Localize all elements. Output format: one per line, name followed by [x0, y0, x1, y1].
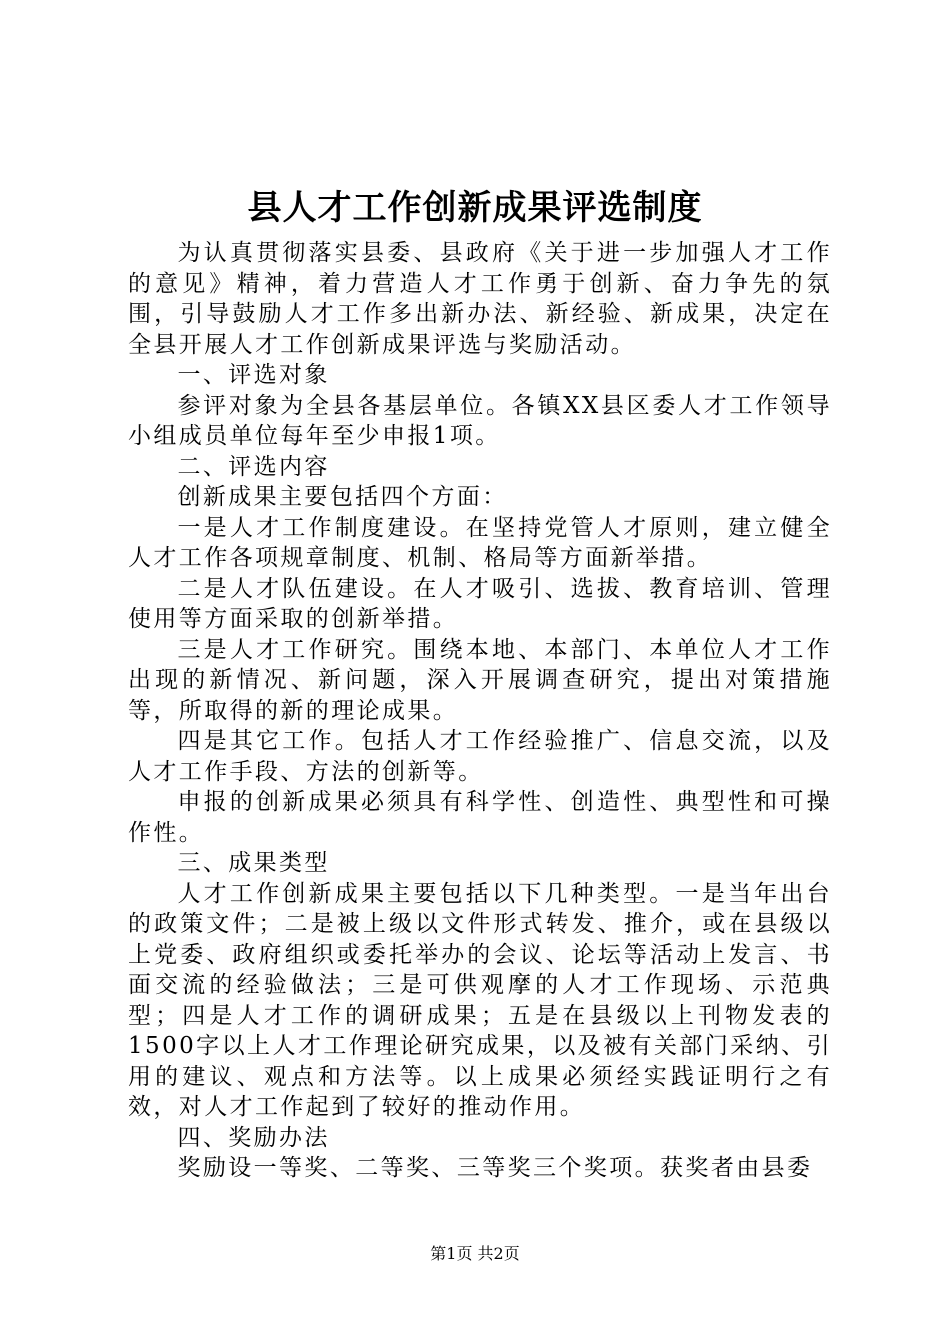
- body-paragraph: 一是人才工作制度建设。在坚持党管人才原则，建立健全人才工作各项规章制度、机制、格局等方面新举措。: [128, 514, 832, 571]
- body-paragraph: 四是其它工作。包括人才工作经验推广、信息交流，以及人才工作手段、方法的创新等。: [128, 728, 832, 785]
- body-paragraph: 三是人才工作研究。围绕本地、本部门、本单位人才工作出现的新情况、新问题，深入开展调查研究，提出对策措施等，所取得的新的理论成果。: [128, 636, 832, 724]
- body-paragraph: 奖励设一等奖、二等奖、三等奖三个奖项。获奖者由县委: [177, 1155, 813, 1181]
- page-number-footer: 第1页 共2页: [430, 1244, 520, 1263]
- body-paragraph: 二是人才队伍建设。在人才吸引、选拔、教育培训、管理使用等方面采取的创新举措。: [128, 575, 832, 632]
- body-paragraph: 创新成果主要包括四个方面：: [177, 484, 508, 510]
- intro-paragraph: 为认真贯彻落实县委、县政府《关于进一步加强人才工作的意见》精神，着力营造人才工作勇于创新、奋力争先的氛围，引导鼓励人才工作多出新办法、新经验、新成果，决定在全县开展人才工作创新成果评选与奖励活动。: [128, 240, 832, 358]
- section-heading-3: 三、成果类型: [177, 850, 330, 876]
- body-paragraph: 人才工作创新成果主要包括以下几种类型。一是当年出台的政策文件；二是被上级以文件形式转发、推介，或在县级以上党委、政府组织或委托举办的会议、论坛等活动上发言、书面交流的经验做法；三是可供观摩的人才工作现场、示范典型；四是人才工作的调研成果；五是在县级以上刊物发表的1500字以上人才工作理论研究成果，以及被有关部门采纳、引用的建议、观点和方法等。以上成果必须经实践证明行之有效，对人才工作起到了较好的推动作用。: [128, 880, 832, 1120]
- document-body: [128, 238, 832, 1184]
- section-heading-2: 二、评选内容: [177, 453, 330, 480]
- document-title: 县人才工作创新成果评选制度: [247, 188, 703, 228]
- body-paragraph: 申报的创新成果必须具有科学性、创造性、典型性和可操作性。: [128, 789, 832, 846]
- section-heading-1: 一、评选对象: [177, 362, 330, 388]
- section-heading-4: 四、奖励办法: [177, 1124, 330, 1151]
- body-paragraph: 参评对象为全县各基层单位。各镇XX县区委人才工作领导小组成员单位每年至少申报1项。: [128, 392, 832, 449]
